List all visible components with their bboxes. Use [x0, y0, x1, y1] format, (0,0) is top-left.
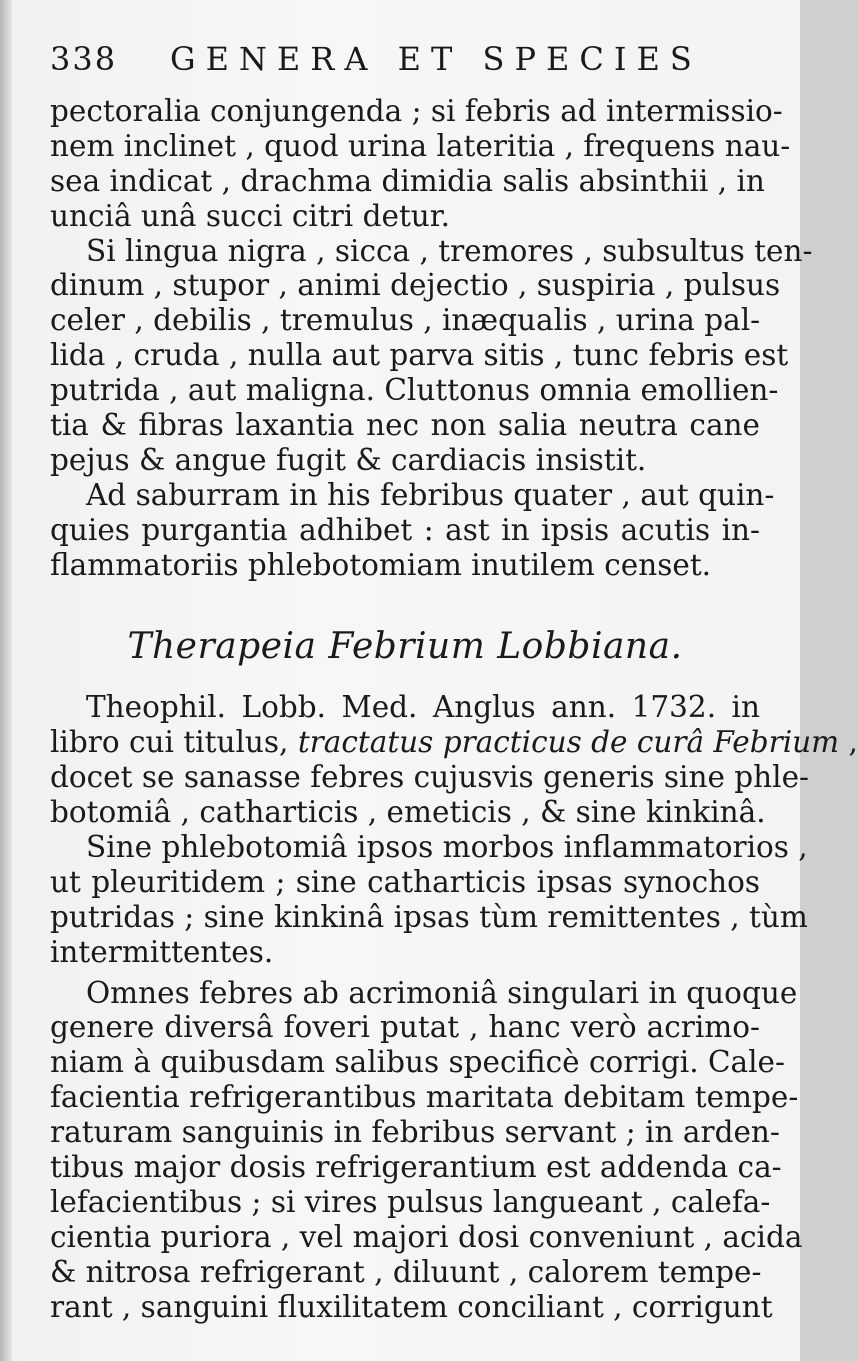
text-line: docet se sanasse febres cujusvis generis sine phle- — [50, 760, 810, 795]
text-line: intermittentes. — [50, 934, 274, 969]
text-line: unciâ unâ succi citri detur. — [50, 198, 451, 233]
text-line: lefacientibus ; si vires pulsus langueant , calefa- — [50, 1184, 771, 1219]
text-line: Ad saburram in his febribus quater , aut quin- — [86, 477, 775, 512]
text-line: lida , cruda , nulla aut parva sitis , tunc febris est — [50, 338, 789, 373]
text-line: pejus & angue fugit & cardiacis insistit. — [50, 442, 647, 477]
text-segment: , — [839, 725, 858, 760]
paragraph-4 — [50, 690, 858, 830]
text-line: celer , debilis , tremulus , inæqualis , urina pal- — [50, 303, 761, 338]
text-line: & nitrosa refrigerant , diluunt , calorem tempe- — [50, 1254, 762, 1289]
paragraph-5 — [50, 830, 808, 970]
paragraph-2 — [50, 233, 813, 478]
text-line: nem inclinet , quod urina lateritia , frequens nau- — [50, 128, 791, 163]
text-line: ut pleuritidem ; sine catharticis ipsas synochos — [50, 864, 760, 899]
paragraph-3 — [50, 477, 775, 583]
text-line: raturam sanguinis in febribus servant ; in arden- — [50, 1115, 780, 1150]
text-line: pectoralia conjungenda ; si febris ad intermissio- — [50, 94, 783, 128]
text-line: Si lingua nigra , sicca , tremores , subsultus ten- — [86, 233, 813, 268]
text-line: sea indicat , drachma dimidia salis absinthii , in — [50, 163, 765, 198]
text-segment: libro cui titulus, — [50, 725, 298, 760]
text-line: genere diversâ foveri putat , hanc verò acrimo- — [50, 1010, 760, 1045]
text-line: Omnes febres ab acrimoniâ singulari in quoque — [86, 975, 798, 1010]
page-header — [50, 40, 760, 94]
text-line: tibus major dosis refrigerantium est addenda ca- — [50, 1150, 782, 1185]
text-line: quies purgantia adhibet : ast in ipsis acutis in- — [50, 512, 760, 547]
paragraph-1 — [50, 94, 791, 234]
section-title: Therapeia Febrium Lobbiana. — [127, 626, 683, 668]
text-line: rant , sanguini fluxilitatem conciliant , corrigunt — [50, 1289, 773, 1324]
text-line: flammatoriis phlebotomiam inutilem censet. — [50, 547, 712, 582]
text-line: putrida , aut maligna. Cluttonus omnia emollien- — [50, 373, 779, 408]
text-line-with-title — [50, 725, 858, 760]
text-line: botomiâ , catharticis , emeticis , & sine kinkinâ. — [50, 795, 766, 830]
book-title-italic: tractatus practicus de curâ Febrium — [297, 725, 840, 760]
paragraph-6 — [50, 975, 803, 1325]
text-line: Sine phlebotomiâ ipsos morbos inflammatorios , — [86, 830, 808, 865]
page-number: 338 — [50, 40, 118, 78]
text-line: cientia puriora , vel majori dosi conveniunt , acida — [50, 1219, 803, 1254]
text-line: tia & fibras laxantia nec non salia neutra cane — [50, 408, 760, 443]
page-text-block — [50, 40, 858, 1325]
running-title: GENERA ET SPECIES — [170, 40, 702, 78]
text-line: dinum , stupor , animi dejectio , suspiria , pulsus — [50, 268, 781, 303]
text-line: niam à quibusdam salibus specificè corrigi. Cale- — [50, 1045, 785, 1080]
text-line: putridas ; sine kinkinâ ipsas tùm remittentes , tùm — [50, 899, 808, 934]
text-line: facientia refrigerantibus maritata debitam tempe- — [50, 1080, 799, 1115]
text-line: Theophil. Lobb. Med. Anglus ann. 1732. in — [86, 690, 760, 725]
page-gutter-shadow — [0, 0, 12, 1361]
